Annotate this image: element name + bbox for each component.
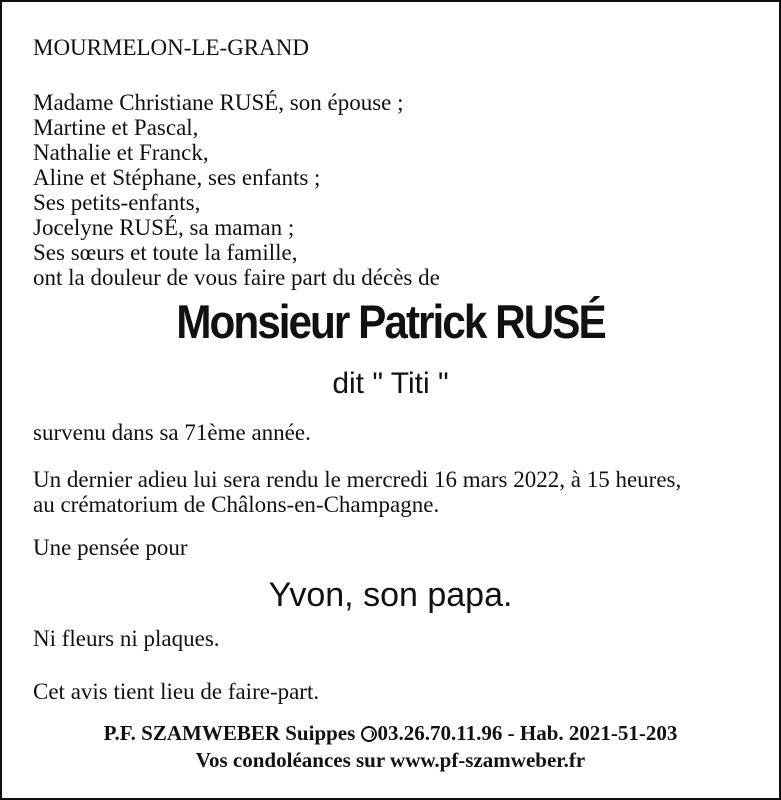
- funeral-home-footer: [2, 720, 779, 774]
- place-name: MOURMELON-LE-GRAND: [33, 35, 309, 60]
- family-list: [33, 90, 440, 290]
- family-line: Ses petits-enfants,: [33, 190, 201, 215]
- farewell-text: [33, 467, 681, 517]
- thought-for: Yvon, son papa.: [268, 576, 513, 614]
- family-line: Nathalie et Franck,: [33, 140, 209, 165]
- announcement-note: Cet avis tient lieu de faire-part.: [33, 679, 320, 704]
- farewell-line: Un dernier adieu lui sera rendu le mercredi 16 mars 2022, à 15 heures,: [33, 467, 682, 492]
- family-line: Ses sœurs et toute la famille,: [33, 240, 298, 265]
- family-line: Madame Christiane RUSÉ, son épouse ;: [33, 90, 404, 115]
- phone-details: 03.26.70.11.96 - Hab. 2021-51-203: [377, 721, 678, 745]
- thought-intro: Une pensée pour: [33, 535, 188, 560]
- deceased-name: Monsieur Patrick RUSÉ: [176, 295, 605, 348]
- phone-icon: [361, 726, 377, 742]
- funeral-home-line: [2, 720, 779, 747]
- family-line: Jocelyne RUSÉ, sa maman ;: [33, 215, 295, 240]
- funeral-home-name: P.F. SZAMWEBER Suippes: [103, 721, 356, 745]
- condolences-line: Vos condoléances sur www.pf-szamweber.fr: [195, 748, 586, 772]
- family-line: Aline et Stéphane, ses enfants ;: [33, 165, 321, 190]
- family-line: Martine et Pascal,: [33, 115, 199, 140]
- no-flowers-note: Ni fleurs ni plaques.: [33, 626, 220, 651]
- farewell-line: au crématorium de Châlons-en-Champagne.: [33, 492, 440, 517]
- age-line: survenu dans sa 71ème année.: [33, 420, 311, 445]
- family-line: ont la douleur de vous faire part du décès de: [33, 265, 440, 290]
- deceased-nickname: dit " Titi ": [332, 367, 449, 400]
